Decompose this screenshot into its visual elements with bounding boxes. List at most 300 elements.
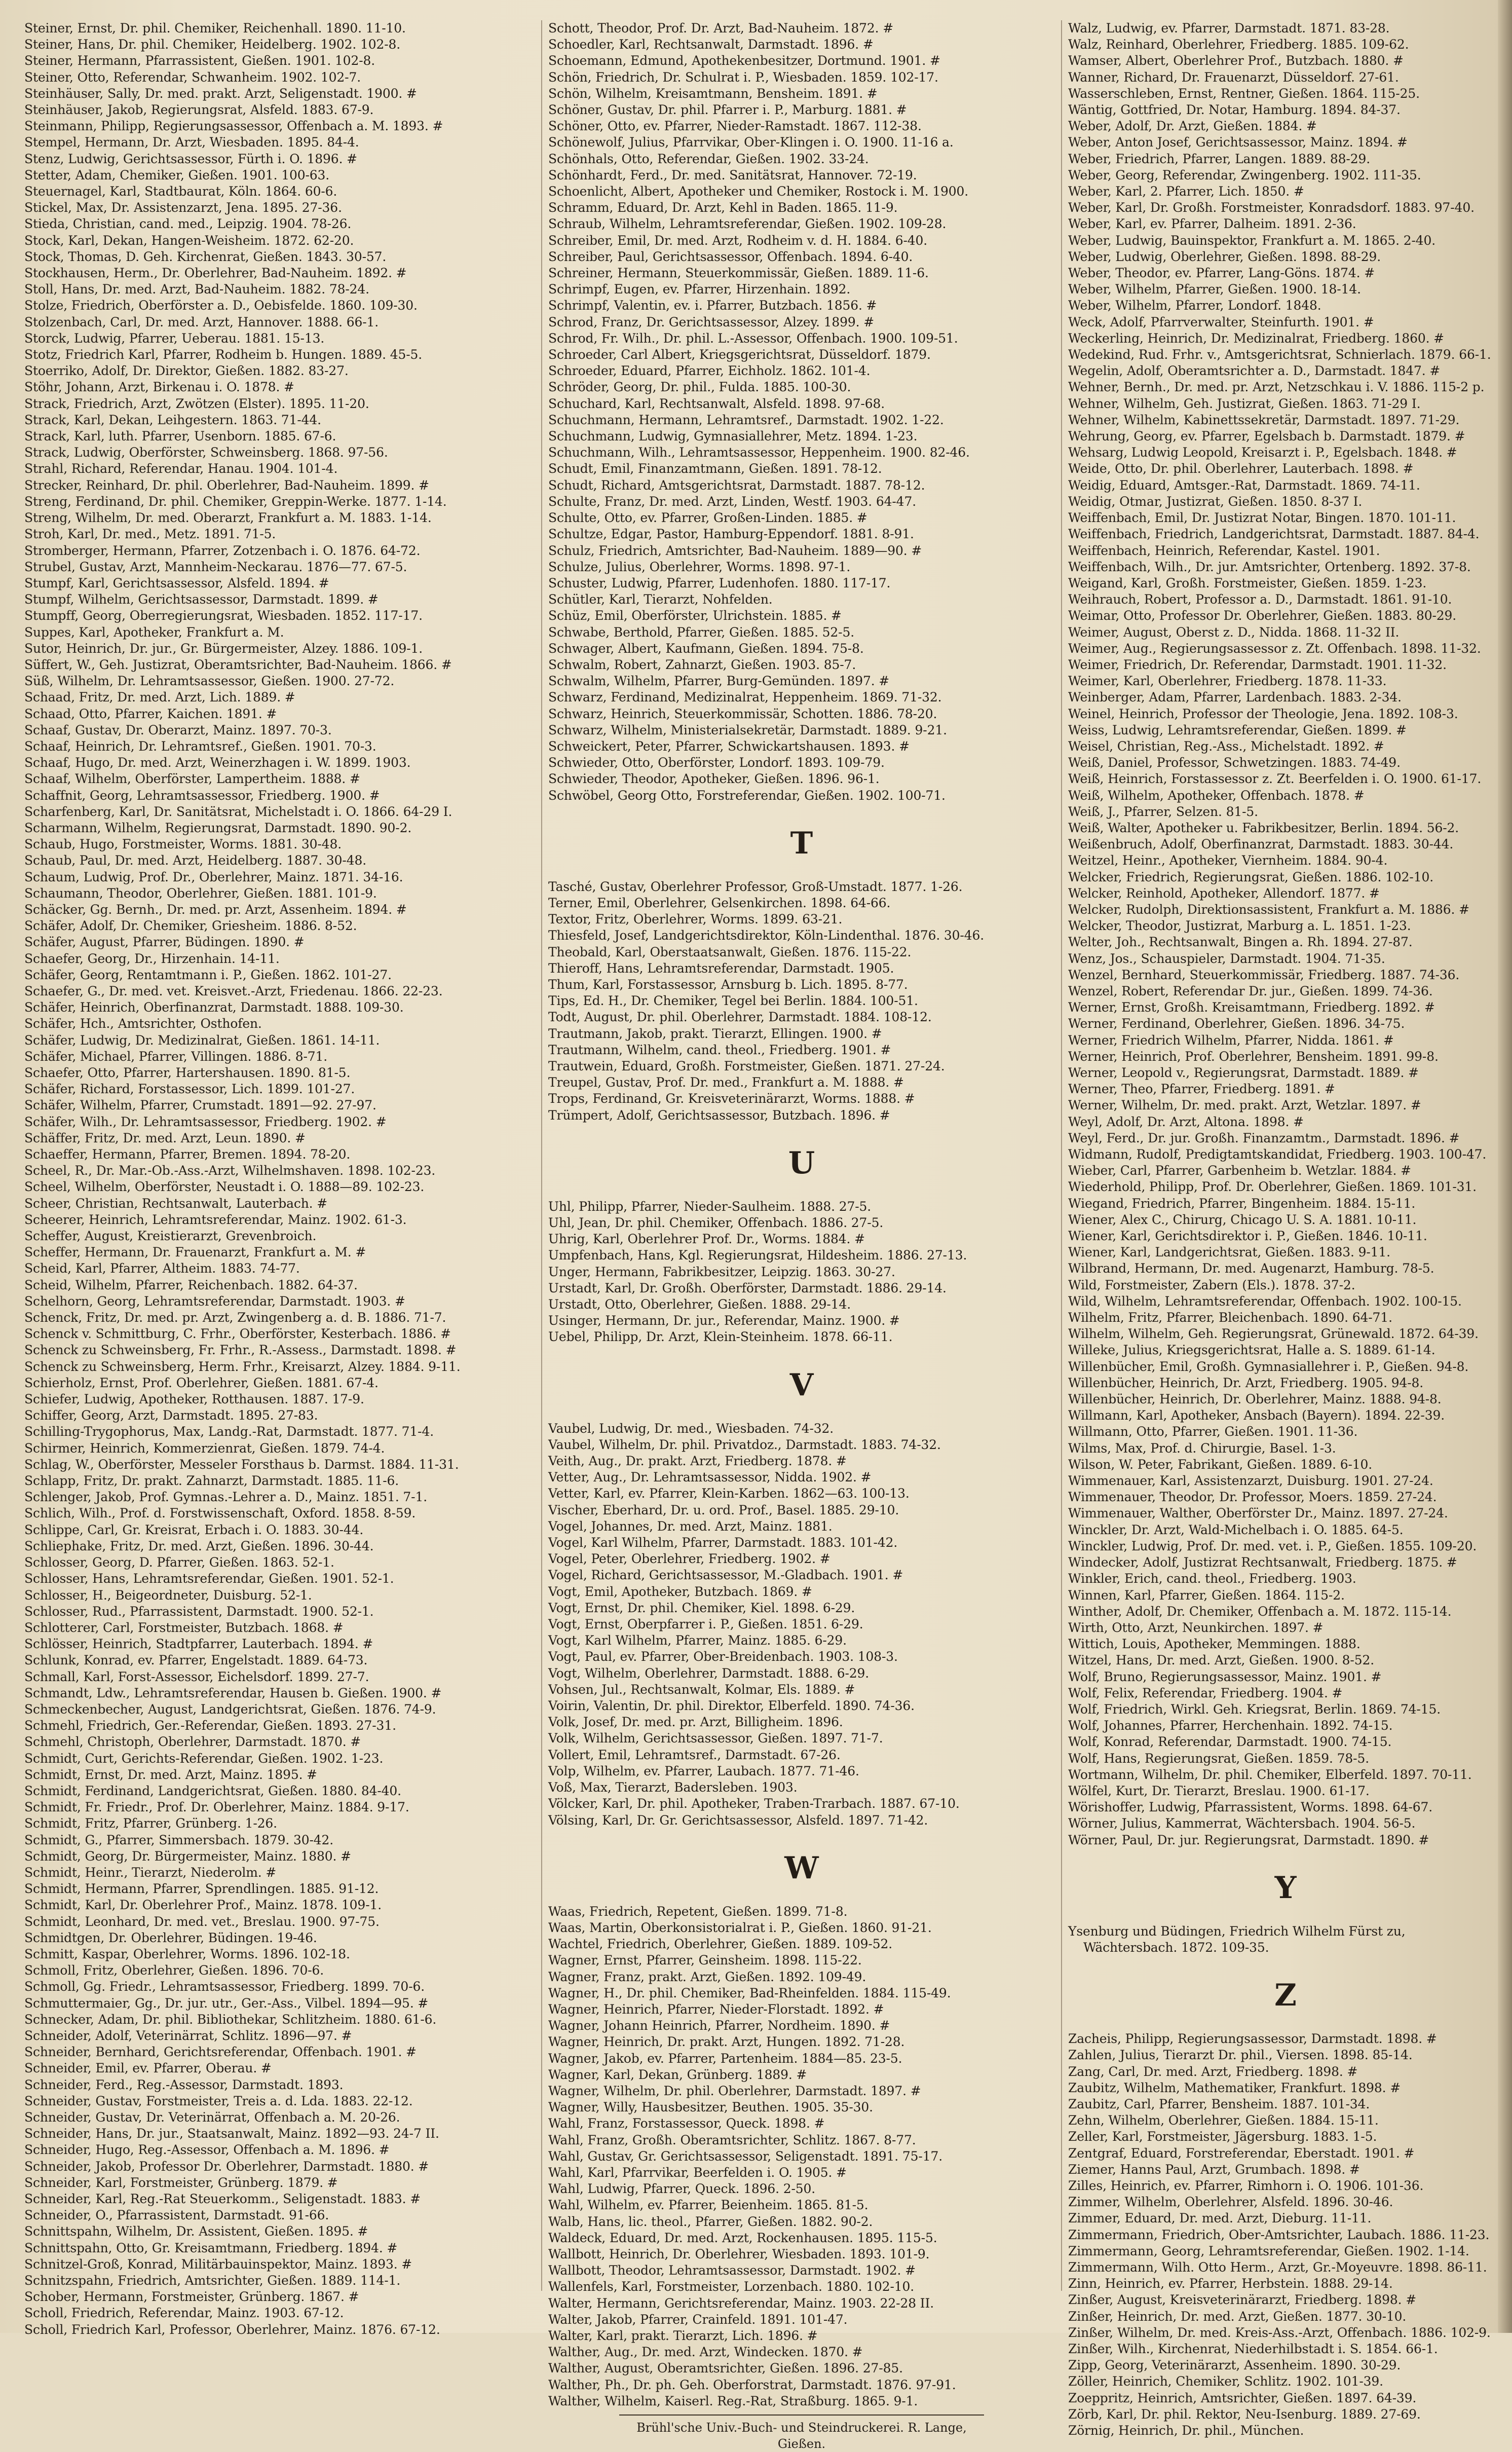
directory-entry: Schulze, Julius, Oberlehrer, Worms. 1898. 97-1. xyxy=(548,559,851,574)
directory-entry: Ziemer, Hanns Paul, Arzt, Grumbach. 1898. # xyxy=(1068,2162,1360,2177)
directory-entry: Waldeck, Eduard, Dr. med. Arzt, Rockenhausen. 1895. 115-5. xyxy=(548,2230,937,2245)
directory-entry: Walb, Hans, lic. theol., Pfarrer, Gießen. 1882. 90-2. xyxy=(548,2214,873,2229)
directory-entry: Walz, Reinhard, Oberlehrer, Friedberg. 1885. 109-62. xyxy=(1068,37,1409,52)
directory-entry: Winkler, Erich, cand. theol., Friedberg. 1903. xyxy=(1068,1571,1356,1586)
directory-entry: Schiffer, Georg, Arzt, Darmstadt. 1895. 27-83. xyxy=(24,1408,318,1423)
directory-entry: Schüz, Emil, Oberförster, Ulrichstein. 1885. # xyxy=(548,608,842,623)
directory-entry: Schwarz, Ferdinand, Medizinalrat, Heppenheim. 1869. 71-32. xyxy=(548,690,942,705)
column-middle xyxy=(548,20,1055,2451)
directory-entry: Zinn, Heinrich, ev. Pfarrer, Herbstein. 1888. 29-14. xyxy=(1068,2276,1393,2291)
directory-entry: Schlosser, Hans, Lehramtsreferendar, Gießen. 1901. 52-1. xyxy=(24,1571,394,1586)
directory-entry: Schreiner, Hermann, Steuerkommissär, Gießen. 1889. 11-6. xyxy=(548,266,929,281)
directory-entry: Schulz, Friedrich, Amtsrichter, Bad-Nauheim. 1889—90. # xyxy=(548,543,922,558)
directory-entry: Schneider, Gustav, Forstmeister, Treis a. d. Lda. 1883. 22-12. xyxy=(24,2093,413,2108)
directory-entry: Schneider, Hans, Dr. jur., Staatsanwalt, Mainz. 1892—93. 24-7 II. xyxy=(24,2126,439,2141)
directory-entry: Schmitt, Kaspar, Oberlehrer, Worms. 1896. 102-18. xyxy=(24,1946,350,1961)
directory-entry: Trautmann, Wilhelm, cand. theol., Friedberg. 1901. # xyxy=(548,1042,891,1057)
directory-entry: Schreiber, Paul, Gerichtsassessor, Offenbach. 1894. 6-40. xyxy=(548,249,913,264)
directory-entry: Schneider, Hugo, Reg.-Assessor, Offenbach a. M. 1896. # xyxy=(24,2142,390,2158)
directory-entry: Wirth, Otto, Arzt, Neunkirchen. 1897. # xyxy=(1068,1620,1324,1635)
column-left xyxy=(24,20,536,2337)
directory-entry: Scharfenberg, Karl, Dr. Sanitätsrat, Michelstadt i. O. 1866. 64-29 I. xyxy=(24,804,452,819)
directory-entry: Schwalm, Wilhelm, Pfarrer, Burg-Gemünden. 1897. # xyxy=(548,674,890,689)
directory-entry: Schütler, Karl, Tierarzt, Nohfelden. xyxy=(548,592,773,607)
directory-entry: Wimmenauer, Walther, Oberförster Dr., Mainz. 1897. 27-24. xyxy=(1068,1506,1448,1521)
directory-entry: Zörnig, Heinrich, Dr. phil., München. xyxy=(1068,2423,1304,2438)
directory-entry: Schöner, Otto, ev. Pfarrer, Nieder-Ramstadt. 1867. 112-38. xyxy=(548,119,922,134)
directory-entry: Schenck v. Schmittburg, C. Frhr., Oberförster, Kesterbach. 1886. # xyxy=(24,1326,451,1342)
directory-entry: Schliephake, Fritz, Dr. med. Arzt, Gießen. 1896. 30-44. xyxy=(24,1538,374,1553)
directory-entry: Zipp, Georg, Veterinärarzt, Assenheim. 1890. 30-29. xyxy=(1068,2358,1401,2373)
directory-entry: Walter, Karl, prakt. Tierarzt, Lich. 1896. # xyxy=(548,2328,818,2343)
directory-entry: Weiss, Ludwig, Lehramtsreferendar, Gießen. 1899. # xyxy=(1068,722,1407,737)
directory-entry: Schäfer, Richard, Forstassessor, Lich. 1899. 101-27. xyxy=(24,1082,355,1097)
directory-entry: Welter, Joh., Rechtsanwalt, Bingen a. Rh. 1894. 27-87. xyxy=(1068,935,1413,950)
directory-entry: Schmall, Karl, Forst-Assessor, Eichelsdorf. 1899. 27-7. xyxy=(24,1669,369,1684)
directory-entry: Stock, Thomas, D. Geh. Kirchenrat, Gießen. 1843. 30-57. xyxy=(24,249,387,264)
directory-entry: Schönewolf, Julius, Pfarrvikar, Ober-Klingen i. O. 1900. 11-16 a. xyxy=(548,135,954,150)
directory-entry: Süffert, W., Geh. Justizrat, Oberamtsrichter, Bad-Nauheim. 1866. # xyxy=(24,657,452,672)
directory-entry: Zaubitz, Carl, Pfarrer, Bensheim. 1887. 101-34. xyxy=(1068,2096,1370,2111)
directory-entry: Schaub, Hugo, Forstmeister, Worms. 1881. 30-48. xyxy=(24,837,342,852)
directory-entry: Wachtel, Friedrich, Oberlehrer, Gießen. 1889. 109-52. xyxy=(548,1937,893,1952)
directory-entry: Trautmann, Jakob, prakt. Tierarzt, Ellingen. 1900. # xyxy=(548,1026,882,1041)
directory-entry: Walz, Ludwig, ev. Pfarrer, Darmstadt. 1871. 83-28. xyxy=(1068,21,1390,35)
directory-entry: Urstadt, Karl, Dr. Großh. Oberförster, Darmstadt. 1886. 29-14. xyxy=(548,1280,947,1295)
directory-entry: Weber, Ludwig, Oberlehrer, Gießen. 1898. 88-29. xyxy=(1068,249,1381,264)
directory-entry: Schuster, Ludwig, Pfarrer, Ludenhofen. 1880. 117-17. xyxy=(548,575,891,590)
directory-entry: Wenzel, Robert, Referendar Dr. jur., Gießen. 1899. 74-36. xyxy=(1068,983,1433,998)
directory-entry: Schäfer, Adolf, Dr. Chemiker, Griesheim. 1886. 8-52. xyxy=(24,918,357,934)
directory-entry: Wiener, Karl, Landgerichtsrat, Gießen. 1883. 9-11. xyxy=(1068,1245,1390,1260)
directory-entry: Werner, Heinrich, Prof. Oberlehrer, Bensheim. 1891. 99-8. xyxy=(1068,1049,1439,1064)
directory-entry: Schönhals, Otto, Referendar, Gießen. 1902. 33-24. xyxy=(548,151,869,166)
directory-entry: Schnittspahn, Otto, Gr. Kreisamtmann, Friedberg. 1894. # xyxy=(24,2240,398,2255)
directory-entry: Schmidt, Ernst, Dr. med. Arzt, Mainz. 1895. # xyxy=(24,1767,317,1782)
directory-entry: Schwöbel, Georg Otto, Forstreferendar, Gießen. 1902. 100-71. xyxy=(548,788,946,803)
directory-entry: Zimmer, Wilhelm, Oberlehrer, Alsfeld. 1896. 30-46. xyxy=(1068,2195,1393,2210)
directory-entry: Urstadt, Otto, Oberlehrer, Gießen. 1888. 29-14. xyxy=(548,1297,851,1312)
directory-entry: Zacheis, Philipp, Regierungsassessor, Darmstadt. 1898. # xyxy=(1068,2031,1437,2047)
directory-entry: Stock, Karl, Dekan, Hangen-Weisheim. 1872. 62-20. xyxy=(24,233,354,248)
directory-entry: Zinßer, Heinrich, Dr. med. Arzt, Gießen. 1877. 30-10. xyxy=(1068,2309,1407,2324)
section-letter: U xyxy=(788,1145,815,1181)
directory-entry: Schoemann, Edmund, Apothekenbesitzer, Dortmund. 1901. # xyxy=(548,53,940,68)
directory-entry: Zahlen, Julius, Tierarzt Dr. phil., Viersen. 1898. 85-14. xyxy=(1068,2048,1413,2063)
directory-entry: Schirmer, Heinrich, Kommerzienrat, Gießen. 1879. 74-4. xyxy=(24,1440,385,1456)
directory-entry: Scheid, Wilhelm, Pfarrer, Reichenbach. 1882. 64-37. xyxy=(24,1277,358,1292)
directory-entry: Schmoll, Gg. Friedr., Lehramtsassessor, Friedberg. 1899. 70-6. xyxy=(24,1979,425,1994)
directory-entry: Weitzel, Heinr., Apotheker, Viernheim. 1884. 90-4. xyxy=(1068,853,1388,868)
directory-entry: Weyl, Adolf, Dr. Arzt, Altona. 1898. # xyxy=(1068,1114,1304,1129)
directory-entry: Thum, Karl, Forstassessor, Arnsburg b. Lich. 1895. 8-77. xyxy=(548,977,908,992)
section-letter: V xyxy=(789,1367,814,1403)
directory-entry: Volk, Wilhelm, Gerichtsassessor, Gießen. 1897. 71-7. xyxy=(548,1731,883,1746)
directory-entry: Umpfenbach, Hans, Kgl. Regierungsrat, Hildesheim. 1886. 27-13. xyxy=(548,1248,967,1263)
section-letter: T xyxy=(790,825,813,861)
directory-entry: Weiffenbach, Emil, Dr. Justizrat Notar, Bingen. 1870. 101-11. xyxy=(1068,510,1456,526)
directory-entry: Steiner, Hermann, Pfarrassistent, Gießen. 1901. 102-8. xyxy=(24,53,375,68)
directory-entry: Weber, Friedrich, Pfarrer, Langen. 1889. 88-29. xyxy=(1068,151,1371,166)
directory-entry: Volp, Wilhelm, ev. Pfarrer, Laubach. 1877. 71-46. xyxy=(548,1763,859,1778)
directory-entry: Schmidt, Fr. Friedr., Prof. Dr. Oberlehrer, Mainz. 1884. 9-17. xyxy=(24,1800,409,1815)
directory-entry: Wahl, Karl, Pfarrvikar, Beerfelden i. O. 1905. # xyxy=(548,2165,847,2180)
directory-entry: Walther, Aug., Dr. med. Arzt, Windecken. 1870. # xyxy=(548,2345,863,2360)
directory-entry: Schmidtgen, Dr. Oberlehrer, Büdingen. 19-46. xyxy=(24,1930,317,1945)
directory-entry: Wolf, Konrad, Referendar, Darmstadt. 1900. 74-15. xyxy=(1068,1734,1392,1750)
directory-entry: Winnen, Karl, Pfarrer, Gießen. 1864. 115-2. xyxy=(1068,1587,1345,1603)
directory-entry: Treupel, Gustav, Prof. Dr. med., Frankfurt a. M. 1888. # xyxy=(548,1075,904,1090)
directory-entry: Windecker, Adolf, Justizrat Rechtsanwalt, Friedberg. 1875. # xyxy=(1068,1555,1457,1570)
directory-entry: Schlenger, Jakob, Prof. Gymnas.-Lehrer a. D., Mainz. 1851. 7-1. xyxy=(24,1490,428,1505)
directory-entry: Walther, Wilhelm, Kaiserl. Reg.-Rat, Straßburg. 1865. 9-1. xyxy=(548,2393,918,2408)
directory-entry: Trümpert, Adolf, Gerichtsassessor, Butzbach. 1896. # xyxy=(548,1107,890,1123)
directory-entry: Schäfer, Hch., Amtsrichter, Osthofen. xyxy=(24,1016,262,1031)
directory-entry: Trautwein, Eduard, Großh. Forstmeister, Gießen. 1871. 27-24. xyxy=(548,1058,945,1073)
directory-entry: Süß, Wilhelm, Dr. Lehramtsassessor, Gießen. 1900. 27-72. xyxy=(24,674,395,689)
directory-entry: Thieroff, Hans, Lehramtsreferendar, Darmstadt. 1905. xyxy=(548,960,894,976)
directory-entry: Weyl, Ferd., Dr. jur. Großh. Finanzamtm., Darmstadt. 1896. # xyxy=(1068,1130,1460,1145)
directory-entry: Stieda, Christian, cand. med., Leipzig. 1904. 78-26. xyxy=(24,216,352,232)
directory-entry: Schwieder, Otto, Oberförster, Londorf. 1893. 109-79. xyxy=(548,755,885,770)
directory-entry: Schneider, Emil, ev. Pfarrer, Oberau. # xyxy=(24,2061,272,2076)
directory-entry: Wehner, Wilhelm, Geh. Justizrat, Gießen. 1863. 71-29 I. xyxy=(1068,396,1421,411)
directory-entry: Stempel, Hermann, Dr. Arzt, Wiesbaden. 1895. 84-4. xyxy=(24,135,359,150)
directory-entry: Schuchmann, Ludwig, Gymnasiallehrer, Metz. 1894. 1-23. xyxy=(548,429,918,444)
directory-entry: Wahl, Franz, Forstassessor, Queck. 1898. # xyxy=(548,2116,825,2131)
directory-entry: Sutor, Heinrich, Dr. jur., Gr. Bürgermeister, Alzey. 1886. 109-1. xyxy=(24,641,423,656)
directory-entry: Weiß, J., Pfarrer, Selzen. 81-5. xyxy=(1068,804,1258,819)
directory-entry: Schlösser, Heinrich, Stadtpfarrer, Lauterbach. 1894. # xyxy=(24,1637,373,1652)
section-letter: Y xyxy=(1274,1870,1297,1906)
directory-entry: Strack, Karl, luth. Pfarrer, Usenborn. 1885. 67-6. xyxy=(24,429,336,444)
directory-entry: Werner, Ferdinand, Oberlehrer, Gießen. 1896. 34-75. xyxy=(1068,1016,1405,1031)
directory-entry: Ysenburg und Büdingen, Friedrich Wilhelm Fürst zu, Wächtersbach. 1872. 109-35. xyxy=(1068,1923,1406,1955)
directory-entry: Winther, Adolf, Dr. Chemiker, Offenbach a. M. 1872. 115-14. xyxy=(1068,1604,1452,1619)
directory-entry: Wehner, Bernh., Dr. med. pr. Arzt, Netzschkau i. V. 1886. 115-2 p. xyxy=(1068,380,1485,395)
directory-entry: Wilhelm, Fritz, Pfarrer, Bleichenbach. 1890. 64-71. xyxy=(1068,1310,1392,1325)
directory-entry: Schober, Hermann, Forstmeister, Grünberg. 1867. # xyxy=(24,2289,359,2305)
directory-entry: Uhl, Philipp, Pfarrer, Nieder-Saulheim. 1888. 27-5. xyxy=(548,1199,872,1214)
directory-entry: Tasché, Gustav, Oberlehrer Professor, Groß-Umstadt. 1877. 1-26. xyxy=(548,879,963,894)
directory-entry: Vogt, Ernst, Dr. phil. Chemiker, Kiel. 1898. 6-29. xyxy=(548,1600,855,1615)
directory-entry: Völsing, Karl, Dr. Gr. Gerichtsassessor, Alsfeld. 1897. 71-42. xyxy=(548,1812,928,1828)
directory-entry: Weber, Anton Josef, Gerichtsassessor, Mainz. 1894. # xyxy=(1068,135,1408,150)
directory-entry: Werner, Theo, Pfarrer, Friedberg. 1891. # xyxy=(1068,1082,1335,1097)
directory-entry: Schmidt, Leonhard, Dr. med. vet., Breslau. 1900. 97-75. xyxy=(24,1914,380,1929)
directory-entry: Wallbott, Heinrich, Dr. Oberlehrer, Wiesbaden. 1893. 101-9. xyxy=(548,2246,930,2261)
directory-entry: Schrod, Franz, Dr. Gerichtsassessor, Alzey. 1899. # xyxy=(548,314,875,329)
directory-entry: Widmann, Rudolf, Predigtamtskandidat, Friedberg. 1903. 100-47. xyxy=(1068,1147,1487,1162)
directory-entry: Wilhelm, Wilhelm, Geh. Regierungsrat, Grünewald. 1872. 64-39. xyxy=(1068,1326,1479,1342)
directory-entry: Schmoll, Fritz, Oberlehrer, Gießen. 1896. 70-6. xyxy=(24,1963,324,1978)
directory-entry: Steiner, Otto, Referendar, Schwanheim. 1902. 102-7. xyxy=(24,69,361,85)
directory-entry: Wahl, Gustav, Gr. Gerichtsassessor, Seligenstadt. 1891. 75-17. xyxy=(548,2148,943,2164)
directory-entry: Schroeder, Carl Albert, Kriegsgerichtsrat, Düsseldorf. 1879. xyxy=(548,347,931,362)
directory-entry: Schuchmann, Wilh., Lehramtsassessor, Heppenheim. 1900. 82-46. xyxy=(548,445,970,460)
directory-entry: Wahl, Ludwig, Pfarrer, Queck. 1896. 2-50. xyxy=(548,2181,816,2197)
directory-entry: Waas, Friedrich, Repetent, Gießen. 1899. 71-8. xyxy=(548,1904,848,1919)
directory-entry: Schneider, Jakob, Professor Dr. Oberlehrer, Darmstadt. 1880. # xyxy=(24,2159,429,2174)
directory-entry: Wagner, Heinrich, Dr. prakt. Arzt, Hungen. 1892. 71-28. xyxy=(548,2034,905,2050)
directory-entry: Weidig, Eduard, Amtsger.-Rat, Darmstadt. 1869. 74-11. xyxy=(1068,477,1420,493)
directory-entry: Wortmann, Wilhelm, Dr. phil. Chemiker, Elberfeld. 1897. 70-11. xyxy=(1068,1767,1472,1782)
directory-entry: Vogel, Karl Wilhelm, Pfarrer, Darmstadt. 1883. 101-42. xyxy=(548,1535,898,1550)
directory-entry: Willenbücher, Heinrich, Dr. Oberlehrer, Mainz. 1888. 94-8. xyxy=(1068,1392,1442,1407)
directory-entry: Schaaf, Wilhelm, Oberförster, Lampertheim. 1888. # xyxy=(24,771,360,787)
directory-entry: Wagner, Jakob, ev. Pfarrer, Partenheim. 1884—85. 23-5. xyxy=(548,2051,902,2066)
directory-entry: Schenck zu Schweinsberg, Fr. Frhr., R.-Assess., Darmstadt. 1898. # xyxy=(24,1343,457,1358)
directory-entry: Vogt, Karl Wilhelm, Pfarrer, Mainz. 1885. 6-29. xyxy=(548,1633,847,1648)
directory-entry: Wagner, Wilhelm, Dr. phil. Oberlehrer, Darmstadt. 1897. # xyxy=(548,2083,921,2098)
directory-entry: Schudt, Emil, Finanzamtmann, Gießen. 1891. 78-12. xyxy=(548,461,882,476)
directory-entry: Schneider, Bernhard, Gerichtsreferendar, Offenbach. 1901. # xyxy=(24,2045,417,2060)
directory-entry: Schaaf, Gustav, Dr. Oberarzt, Mainz. 1897. 70-3. xyxy=(24,722,332,737)
directory-entry: Schäcker, Gg. Bernh., Dr. med. pr. Arzt, Assenheim. 1894. # xyxy=(24,902,407,917)
directory-entry: Zang, Carl, Dr. med. Arzt, Friedberg. 1898. # xyxy=(1068,2064,1358,2079)
directory-entry: Wahl, Franz, Großh. Oberamtsrichter, Schlitz. 1867. 8-77. xyxy=(548,2132,916,2147)
directory-entry: Wild, Wilhelm, Lehramtsreferendar, Offenbach. 1902. 100-15. xyxy=(1068,1293,1462,1309)
directory-entry: Wegelin, Adolf, Oberamtsrichter a. D., Darmstadt. 1847. # xyxy=(1068,363,1441,379)
directory-entry: Schaub, Paul, Dr. med. Arzt, Heidelberg. 1887. 30-48. xyxy=(24,853,366,868)
directory-entry: Schäfer, Ludwig, Dr. Medizinalrat, Gießen. 1861. 14-11. xyxy=(24,1032,380,1048)
printer-imprint: Brühl'sche Univ.-Buch- und Steindruckerei. R. Lange, Gießen. xyxy=(619,2414,984,2452)
directory-entry: Schmehl, Christoph, Oberlehrer, Darmstadt. 1870. # xyxy=(24,1734,361,1750)
directory-entry: Schöner, Gustav, Dr. phil. Pfarrer i. P., Marburg. 1881. # xyxy=(548,102,907,118)
directory-entry: Uhrig, Karl, Oberlehrer Prof. Dr., Worms. 1884. # xyxy=(548,1232,865,1247)
directory-entry: Wagner, Johann Heinrich, Pfarrer, Nordheim. 1890. # xyxy=(548,2018,890,2033)
directory-entry: Weiffenbach, Wilh., Dr. jur. Amtsrichter, Ortenberg. 1892. 37-8. xyxy=(1068,559,1471,574)
directory-entry: Schneider, Ferd., Reg.-Assessor, Darmstadt. 1893. xyxy=(24,2077,344,2092)
directory-entry: Weiß, Walter, Apotheker u. Fabrikbesitzer, Berlin. 1894. 56-2. xyxy=(1068,820,1459,835)
directory-entry: Zoeppritz, Heinrich, Amtsrichter, Gießen. 1897. 64-39. xyxy=(1068,2390,1417,2405)
directory-entry: Schmehl, Friedrich, Ger.-Referendar, Gießen. 1893. 27-31. xyxy=(24,1718,396,1733)
directory-entry: Schmeckenbecher, August, Landgerichtsrat, Gießen. 1876. 74-9. xyxy=(24,1701,436,1717)
directory-entry: Wolf, Felix, Referendar, Friedberg. 1904. # xyxy=(1068,1685,1343,1700)
directory-entry: Winckler, Ludwig, Prof. Dr. med. vet. i. P., Gießen. 1855. 109-20. xyxy=(1068,1538,1477,1553)
directory-entry: Todt, August, Dr. phil. Oberlehrer, Darmstadt. 1884. 108-12. xyxy=(548,1010,932,1025)
directory-entry: Wanner, Richard, Dr. Frauenarzt, Düsseldorf. 27-61. xyxy=(1068,69,1399,85)
directory-entry: Welcker, Reinhold, Apotheker, Allendorf. 1877. # xyxy=(1068,885,1380,901)
directory-entry: Schuchard, Karl, Rechtsanwalt, Alsfeld. 1898. 97-68. xyxy=(548,396,885,411)
directory-entry: Schiefer, Ludwig, Apotheker, Rotthausen. 1887. 17-9. xyxy=(24,1392,364,1407)
directory-entry: Wörner, Julius, Kammerrat, Wächtersbach. 1904. 56-5. xyxy=(1068,1816,1416,1831)
directory-entry: Völcker, Karl, Dr. phil. Apotheker, Traben-Trarbach. 1887. 67-10. xyxy=(548,1796,960,1811)
directory-entry: Schäfer, Wilhelm, Pfarrer, Crumstadt. 1891—92. 27-97. xyxy=(24,1098,376,1113)
directory-entry: Walther, August, Oberamtsrichter, Gießen. 1896. 27-85. xyxy=(548,2361,903,2376)
directory-entry: Weber, Karl, ev. Pfarrer, Dalheim. 1891. 2-36. xyxy=(1068,216,1356,232)
directory-entry: Zilles, Heinrich, ev. Pfarrer, Rimhorn i. O. 1906. 101-36. xyxy=(1068,2178,1424,2193)
directory-entry: Zehn, Wilhelm, Oberlehrer, Gießen. 1884. 15-11. xyxy=(1068,2113,1379,2128)
directory-entry: Wamser, Albert, Oberlehrer Prof., Butzbach. 1880. # xyxy=(1068,53,1404,68)
directory-entry: Wimmenauer, Karl, Assistenzarzt, Duisburg. 1901. 27-24. xyxy=(1068,1473,1433,1489)
directory-entry: Weber, Karl, 2. Pfarrer, Lich. 1850. # xyxy=(1068,184,1304,199)
directory-entry: Schenck zu Schweinsberg, Herm. Frhr., Kreisarzt, Alzey. 1884. 9-11. xyxy=(24,1359,461,1374)
directory-entry: Theobald, Karl, Oberstaatsanwalt, Gießen. 1876. 115-22. xyxy=(548,944,912,959)
directory-entry: Voß, Max, Tierarzt, Badersleben. 1903. xyxy=(548,1780,798,1795)
directory-entry: Vetter, Aug., Dr. Lehramtsassessor, Nidda. 1902. # xyxy=(548,1470,872,1485)
directory-entry: Stroh, Karl, Dr. med., Metz. 1891. 71-5. xyxy=(24,527,276,542)
directory-entry: Schwarz, Heinrich, Steuerkommissär, Schotten. 1886. 78-20. xyxy=(548,706,937,721)
directory-entry: Stolzenbach, Carl, Dr. med. Arzt, Hannover. 1888. 66-1. xyxy=(24,314,379,329)
directory-entry: Zentgraf, Eduard, Forstreferendar, Eberstadt. 1901. # xyxy=(1068,2145,1415,2161)
directory-entry: Weimer, Karl, Oberlehrer, Friedberg. 1878. 11-33. xyxy=(1068,674,1387,689)
directory-entry: Schmuttermaier, Gg., Dr. jur. utr., Ger.-Ass., Vilbel. 1894—95. # xyxy=(24,1995,429,2011)
directory-entry: Uhl, Jean, Dr. phil. Chemiker, Offenbach. 1886. 27-5. xyxy=(548,1215,884,1230)
directory-entry: Wittich, Louis, Apotheker, Memmingen. 1888. xyxy=(1068,1637,1360,1652)
directory-entry: Scheer, Christian, Rechtsanwalt, Lauterbach. # xyxy=(24,1196,328,1211)
directory-entry: Suppes, Karl, Apotheker, Frankfurt a. M. xyxy=(24,624,284,640)
directory-entry: Schön, Friedrich, Dr. Schulrat i. P., Wiesbaden. 1859. 102-17. xyxy=(548,69,938,85)
directory-entry: Wenzel, Bernhard, Steuerkommissär, Friedberg. 1887. 74-36. xyxy=(1068,967,1460,982)
directory-entry: Vogel, Johannes, Dr. med. Arzt, Mainz. 1881. xyxy=(548,1518,833,1534)
directory-entry: Schäffer, Fritz, Dr. med. Arzt, Leun. 1890. # xyxy=(24,1130,306,1145)
directory-entry: Willenbücher, Emil, Großh. Gymnasiallehrer i. P., Gießen. 94-8. xyxy=(1068,1359,1469,1374)
directory-entry: Weber, Ludwig, Bauinspektor, Frankfurt a. M. 1865. 2-40. xyxy=(1068,233,1436,248)
directory-entry: Wörner, Paul, Dr. jur. Regierungsrat, Darmstadt. 1890. # xyxy=(1068,1832,1429,1847)
directory-entry: Scharmann, Wilhelm, Regierungsrat, Darmstadt. 1890. 90-2. xyxy=(24,820,412,835)
directory-entry: Weide, Otto, Dr. phil. Oberlehrer, Lauterbach. 1898. # xyxy=(1068,461,1414,476)
directory-entry: Wagner, Ernst, Pfarrer, Geinsheim. 1898. 115-22. xyxy=(548,1953,862,1968)
directory-entry: Weimer, August, Oberst z. D., Nidda. 1868. 11-32 II. xyxy=(1068,624,1400,640)
directory-entry: Weisel, Christian, Reg.-Ass., Michelstadt. 1892. # xyxy=(1068,738,1384,754)
directory-entry: Schrimpf, Valentin, ev. i. Pfarrer, Butzbach. 1856. # xyxy=(548,298,877,313)
directory-entry: Wieber, Carl, Pfarrer, Garbenheim b. Wetzlar. 1884. # xyxy=(1068,1163,1411,1178)
directory-entry: Zaubitz, Wilhelm, Mathematiker, Frankfurt. 1898. # xyxy=(1068,2080,1401,2095)
directory-entry: Schierholz, Ernst, Prof. Oberlehrer, Gießen. 1881. 67-4. xyxy=(24,1375,379,1390)
directory-entry: Weißenbruch, Adolf, Oberfinanzrat, Darmstadt. 1883. 30-44. xyxy=(1068,837,1454,852)
directory-entry: Schroeder, Eduard, Pfarrer, Eichholz. 1862. 101-4. xyxy=(548,363,871,379)
directory-entry: Weber, Wilhelm, Pfarrer, Gießen. 1900. 18-14. xyxy=(1068,282,1361,297)
directory-entry: Wilms, Max, Prof. d. Chirurgie, Basel. 1-3. xyxy=(1068,1440,1336,1456)
directory-entry: Schlapp, Fritz, Dr. prakt. Zahnarzt, Darmstadt. 1885. 11-6. xyxy=(24,1473,399,1489)
directory-entry: Stumpf, Wilhelm, Gerichtsassessor, Darmstadt. 1899. # xyxy=(24,592,379,607)
directory-entry: Schenck, Fritz, Dr. med. pr. Arzt, Zwingenberg a. d. B. 1886. 71-7. xyxy=(24,1310,446,1325)
directory-entry: Schoedler, Karl, Rechtsanwalt, Darmstadt. 1896. # xyxy=(548,37,874,52)
directory-entry: Schnecker, Adam, Dr. phil. Bibliothekar, Schlitzheim. 1880. 61-6. xyxy=(24,2012,437,2027)
directory-entry: Trops, Ferdinand, Gr. Kreisveterinärarzt, Worms. 1888. # xyxy=(548,1091,915,1106)
directory-entry: Steuernagel, Karl, Stadtbaurat, Köln. 1864. 60-6. xyxy=(24,184,337,199)
directory-entry: Walter, Jakob, Pfarrer, Crainfeld. 1891. 101-47. xyxy=(548,2312,848,2327)
directory-entry: Schlippe, Carl, Gr. Kreisrat, Erbach i. O. 1883. 30-44. xyxy=(24,1522,364,1537)
directory-entry: Stromberger, Hermann, Pfarrer, Zotzenbach i. O. 1876. 64-72. xyxy=(24,543,421,558)
directory-entry: Vischer, Eberhard, Dr. u. ord. Prof., Basel. 1885. 29-10. xyxy=(548,1502,899,1517)
directory-entry: Schlunk, Konrad, ev. Pfarrer, Engelstadt. 1889. 64-73. xyxy=(24,1653,368,1668)
directory-entry: Steiner, Ernst, Dr. phil. Chemiker, Reichenhall. 1890. 11-10. xyxy=(24,21,406,35)
directory-entry: Uebel, Philipp, Dr. Arzt, Klein-Steinheim. 1878. 66-11. xyxy=(548,1329,893,1345)
directory-entry: Witzel, Hans, Dr. med. Arzt, Gießen. 1900. 8-52. xyxy=(1068,1653,1375,1668)
directory-entry: Wiederhold, Philipp, Prof. Dr. Oberlehrer, Gießen. 1869. 101-31. xyxy=(1068,1179,1477,1195)
directory-entry: Weber, Georg, Referendar, Zwingenberg. 1902. 111-35. xyxy=(1068,167,1421,182)
directory-entry: Schmandt, Ldw., Lehramtsreferendar, Hausen b. Gießen. 1900. # xyxy=(24,1685,442,1700)
directory-entry: Stetter, Adam, Chemiker, Gießen. 1901. 100-63. xyxy=(24,167,330,182)
directory-entry: Stenz, Ludwig, Gerichtsassessor, Fürth i. O. 1896. # xyxy=(24,151,357,166)
directory-entry: Scheffer, Hermann, Dr. Frauenarzt, Frankfurt a. M. # xyxy=(24,1245,366,1260)
directory-entry: Wagner, Karl, Dekan, Grünberg. 1889. # xyxy=(548,2067,807,2082)
directory-entry: Schröder, Georg, Dr. phil., Fulda. 1885. 100-30. xyxy=(548,380,851,395)
directory-entry: Scholl, Friedrich Karl, Professor, Oberlehrer, Mainz. 1876. 67-12. xyxy=(24,2322,440,2337)
directory-entry: Schön, Wilhelm, Kreisamtmann, Bensheim. 1891. # xyxy=(548,86,878,101)
directory-entry: Wolf, Johannes, Pfarrer, Herchenhain. 1892. 74-15. xyxy=(1068,1718,1393,1733)
directory-entry: Werner, Friedrich Wilhelm, Pfarrer, Nidda. 1861. # xyxy=(1068,1032,1394,1048)
directory-entry: Schneider, Karl, Reg.-Rat Steuerkomm., Seligenstadt. 1883. # xyxy=(24,2191,421,2207)
directory-entry: Textor, Fritz, Oberlehrer, Worms. 1899. 63-21. xyxy=(548,912,843,927)
directory-entry: Weber, Theodor, ev. Pfarrer, Lang-Göns. 1874. # xyxy=(1068,266,1375,281)
directory-entry: Steiner, Hans, Dr. phil. Chemiker, Heidelberg. 1902. 102-8. xyxy=(24,37,401,52)
directory-entry: Strack, Ludwig, Oberförster, Schweinsberg. 1868. 97-56. xyxy=(24,445,388,460)
directory-entry: Steinmann, Philipp, Regierungsassessor, Offenbach a. M. 1893. # xyxy=(24,119,443,134)
directory-entry: Weigand, Karl, Großh. Forstmeister, Gießen. 1859. 1-23. xyxy=(1068,575,1427,590)
directory-entry: Schwalm, Robert, Zahnarzt, Gießen. 1903. 85-7. xyxy=(548,657,856,672)
directory-entry: Volk, Josef, Dr. med. pr. Arzt, Billigheim. 1896. xyxy=(548,1715,843,1730)
directory-entry: Scheid, Karl, Pfarrer, Altheim. 1883. 74-77. xyxy=(24,1261,300,1276)
directory-entry: Unger, Hermann, Fabrikbesitzer, Leipzig. 1863. 30-27. xyxy=(548,1264,895,1279)
directory-entry: Schelhorn, Georg, Lehramtsreferendar, Darmstadt. 1903. # xyxy=(24,1293,405,1309)
directory-entry: Schraub, Wilhelm, Lehramtsreferendar, Gießen. 1902. 109-28. xyxy=(548,216,947,232)
directory-entry: Vollert, Emil, Lehramtsref., Darmstadt. 67-26. xyxy=(548,1747,841,1762)
directory-entry: Stumpff, Georg, Oberregierungsrat, Wiesbaden. 1852. 117-17. xyxy=(24,608,423,623)
directory-entry: Wiegand, Friedrich, Pfarrer, Bingenheim. 1884. 15-11. xyxy=(1068,1196,1416,1211)
directory-entry: Scheffer, August, Kreistierarzt, Grevenbroich. xyxy=(24,1229,317,1244)
directory-entry: Thiesfeld, Josef, Landgerichtsdirektor, Köln-Lindenthal. 1876. 30-46. xyxy=(548,928,985,943)
directory-entry: Weckerling, Heinrich, Dr. Medizinalrat, Friedberg. 1860. # xyxy=(1068,330,1444,346)
directory-entry: Welcker, Theodor, Justizrat, Marburg a. L. 1851. 1-23. xyxy=(1068,918,1411,934)
directory-entry: Schaad, Otto, Pfarrer, Kaichen. 1891. # xyxy=(24,706,277,721)
directory-entry: Wehner, Wilhelm, Kabinettssekretär, Darmstadt. 1897. 71-29. xyxy=(1068,412,1460,427)
directory-entry: Stotz, Friedrich Karl, Pfarrer, Rodheim b. Hungen. 1889. 45-5. xyxy=(24,347,423,362)
directory-entry: Schaaf, Heinrich, Dr. Lehramtsref., Gießen. 1901. 70-3. xyxy=(24,738,376,754)
directory-entry: Schaad, Fritz, Dr. med. Arzt, Lich. 1889. # xyxy=(24,690,295,705)
directory-entry: Stolze, Friedrich, Oberförster a. D., Oebisfelde. 1860. 109-30. xyxy=(24,298,418,313)
directory-entry: Wolf, Friedrich, Wirkl. Geh. Kriegsrat, Berlin. 1869. 74-15. xyxy=(1068,1701,1441,1717)
column-right xyxy=(1068,20,1503,2438)
directory-entry: Schäfer, Georg, Rentamtmann i. P., Gießen. 1862. 101-27. xyxy=(24,967,392,982)
directory-entry: Zörb, Karl, Dr. phil. Rektor, Neu-Isenburg. 1889. 27-69. xyxy=(1068,2406,1421,2422)
directory-entry: Werner, Ernst, Großh. Kreisamtmann, Friedberg. 1892. # xyxy=(1068,1000,1435,1015)
directory-entry: Schaefer, Otto, Pfarrer, Hartershausen. 1890. 81-5. xyxy=(24,1065,351,1080)
directory-entry: Welcker, Rudolph, Direktionsassistent, Frankfurt a. M. 1886. # xyxy=(1068,902,1469,917)
column-rule-left xyxy=(541,20,542,2291)
directory-entry: Weiß, Daniel, Professor, Schwetzingen. 1883. 74-49. xyxy=(1068,755,1401,770)
directory-entry: Zinßer, Wilhelm, Dr. med. Kreis-Ass.-Arzt, Offenbach. 1886. 102-9. xyxy=(1068,2325,1491,2340)
directory-entry: Schramm, Eduard, Dr. Arzt, Kehl in Baden. 1865. 11-9. xyxy=(548,200,898,215)
directory-entry: Schrimpf, Eugen, ev. Pfarrer, Hirzenhain. 1892. xyxy=(548,282,851,297)
directory-entry: Schreiber, Emil, Dr. med. Arzt, Rodheim v. d. H. 1884. 6-40. xyxy=(548,233,928,248)
directory-entry: Scholl, Friedrich, Referendar, Mainz. 1903. 67-12. xyxy=(24,2306,344,2321)
directory-entry: Zinßer, August, Kreisveterinärarzt, Friedberg. 1898. # xyxy=(1068,2292,1417,2308)
directory-entry: Schwabe, Berthold, Pfarrer, Gießen. 1885. 52-5. xyxy=(548,624,855,640)
directory-entry: Wölfel, Kurt, Dr. Tierarzt, Breslau. 1900. 61-17. xyxy=(1068,1783,1370,1798)
directory-entry: Schaefer, Georg, Dr., Hirzenhain. 14-11. xyxy=(24,951,280,966)
directory-entry: Weinberger, Adam, Pfarrer, Lardenbach. 1883. 2-34. xyxy=(1068,690,1402,705)
directory-entry: Weimer, Friedrich, Dr. Referendar, Darmstadt. 1901. 11-32. xyxy=(1068,657,1447,672)
directory-entry: Vogel, Richard, Gerichtsassessor, M.-Gladbach. 1901. # xyxy=(548,1568,903,1583)
directory-entry: Steinhäuser, Sally, Dr. med. prakt. Arzt, Seligenstadt. 1900. # xyxy=(24,86,417,101)
directory-entry: Schwarz, Wilhelm, Ministerialsekretär, Darmstadt. 1889. 9-21. xyxy=(548,722,947,737)
directory-entry: Walther, Ph., Dr. ph. Geh. Oberforstrat, Darmstadt. 1876. 97-91. xyxy=(548,2377,956,2392)
directory-entry: Vogt, Paul, ev. Pfarrer, Ober-Breidenbach. 1903. 108-3. xyxy=(548,1649,898,1664)
directory-entry: Schlosser, H., Beigeordneter, Duisburg. 52-1. xyxy=(24,1587,312,1603)
directory-entry: Schweickert, Peter, Pfarrer, Schwickartshausen. 1893. # xyxy=(548,738,910,754)
directory-entry: Schmidt, G., Pfarrer, Simmersbach. 1879. 30-42. xyxy=(24,1832,334,1847)
directory-entry: Schmidt, Georg, Dr. Bürgermeister, Mainz. 1880. # xyxy=(24,1848,351,1864)
section-letter: W xyxy=(784,1850,819,1886)
directory-entry: Strahl, Richard, Referendar, Hanau. 1904. 101-4. xyxy=(24,461,338,476)
directory-entry: Schaumann, Theodor, Oberlehrer, Gießen. 1881. 101-9. xyxy=(24,885,377,901)
directory-entry: Willmann, Otto, Pfarrer, Gießen. 1901. 11-36. xyxy=(1068,1424,1358,1439)
directory-entry: Wehrung, Georg, ev. Pfarrer, Egelsbach b. Darmstadt. 1879. # xyxy=(1068,429,1465,444)
directory-entry: Waas, Martin, Oberkonsistorialrat i. P., Gießen. 1860. 91-21. xyxy=(548,1920,932,1935)
